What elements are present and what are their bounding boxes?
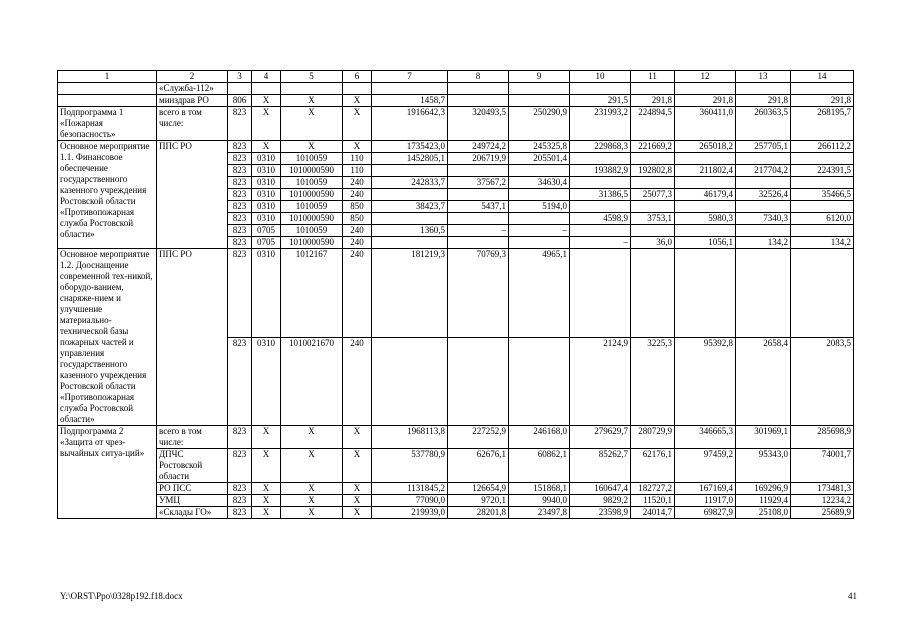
table-cell: 823 (228, 177, 252, 189)
table-cell: Подпрограмма 1 «Пожарная безопасность» (58, 107, 157, 141)
table-cell (252, 83, 281, 95)
table-cell: Х (281, 495, 343, 507)
table-cell: 1010021670 (281, 337, 343, 426)
table-cell: 823 (228, 337, 252, 426)
table-cell: 211802,4 (675, 165, 736, 177)
table-cell (448, 237, 509, 249)
table-cell: 182727,2 (631, 483, 675, 495)
table-cell: 279629,7 (570, 426, 631, 449)
table-cell (736, 153, 791, 165)
table-cell (448, 83, 509, 95)
table-cell: 32526,4 (736, 189, 791, 201)
table-cell: 23497,8 (509, 507, 570, 519)
table-cell (509, 237, 570, 249)
table-cell: 823 (228, 165, 252, 177)
table-cell (791, 225, 854, 237)
table-cell: 11929,4 (736, 495, 791, 507)
table-cell: 301969,1 (736, 426, 791, 449)
table-cell: 28201,8 (448, 507, 509, 519)
table-cell (372, 213, 448, 225)
table-cell (58, 95, 157, 107)
header-cell: 4 (252, 71, 281, 83)
table-cell: 0310 (252, 201, 281, 213)
header-cell: 13 (736, 71, 791, 83)
table-cell: 1010000590 (281, 213, 343, 225)
table-cell: 3225,3 (631, 337, 675, 426)
table-cell: – (509, 225, 570, 237)
table-cell: 38423,7 (372, 201, 448, 213)
table-cell: 266112,2 (791, 141, 854, 153)
table-cell: 0310 (252, 153, 281, 165)
table-cell: Х (252, 495, 281, 507)
table-cell: 1360,5 (372, 225, 448, 237)
table-cell: 70769,3 (448, 249, 509, 338)
table-row (58, 495, 854, 507)
table-cell: всего в том числе: (157, 107, 228, 141)
header-cell: 5 (281, 71, 343, 83)
table-cell: 181219,3 (372, 249, 448, 338)
table-cell (631, 83, 675, 95)
table-cell: Х (252, 507, 281, 519)
table-cell: 224894,5 (631, 107, 675, 141)
table-cell: Х (343, 141, 372, 153)
header-cell: 3 (228, 71, 252, 83)
table-cell: 74001,7 (791, 449, 854, 483)
table-cell: 291,5 (570, 95, 631, 107)
table-cell: 7340,3 (736, 213, 791, 225)
table-cell: 240 (343, 237, 372, 249)
table-cell: Х (281, 483, 343, 495)
table-cell: 169296,9 (736, 483, 791, 495)
table-cell: 823 (228, 449, 252, 483)
table-cell: 219939,0 (372, 507, 448, 519)
table-cell: 260363,5 (736, 107, 791, 141)
table-cell: минздрав РО (157, 95, 228, 107)
table-cell (509, 189, 570, 201)
table-cell: 1010059 (281, 225, 343, 237)
header-cell: 7 (372, 71, 448, 83)
table-cell: 173481,3 (791, 483, 854, 495)
table-cell: 224391,5 (791, 165, 854, 177)
table-cell (570, 153, 631, 165)
table-cell: «Служба-112» (157, 83, 228, 95)
table-cell (631, 153, 675, 165)
header-cell: 10 (570, 71, 631, 83)
table-cell: Х (252, 141, 281, 153)
table-cell (570, 177, 631, 189)
table-cell (736, 201, 791, 213)
table-cell: 62676,1 (448, 449, 509, 483)
table-cell: 242833,7 (372, 177, 448, 189)
table-cell (228, 83, 252, 95)
table-cell: 9829,2 (570, 495, 631, 507)
table-cell: 1056,1 (675, 237, 736, 249)
table-cell: 823 (228, 237, 252, 249)
table-cell: 25077,3 (631, 189, 675, 201)
table-cell: 97459,2 (675, 449, 736, 483)
table-cell: 11917,0 (675, 495, 736, 507)
table-cell: 0705 (252, 225, 281, 237)
table-cell: 24014,7 (631, 507, 675, 519)
table-cell: 95392,8 (675, 337, 736, 426)
table-cell: 5194,0 (509, 201, 570, 213)
table-cell: 23598,9 (570, 507, 631, 519)
table-cell: 823 (228, 249, 252, 338)
table-cell: 0310 (252, 249, 281, 338)
table-cell: 240 (343, 225, 372, 237)
table-cell: 2658,4 (736, 337, 791, 426)
table-cell: 227252,9 (448, 426, 509, 449)
table-cell: 291,8 (736, 95, 791, 107)
table-cell: 151868,1 (509, 483, 570, 495)
table-cell: 160647,4 (570, 483, 631, 495)
header-cell: 6 (343, 71, 372, 83)
table-cell: 2083,5 (791, 337, 854, 426)
table-cell (509, 337, 570, 426)
table-cell: 823 (228, 483, 252, 495)
table-cell: 37567,2 (448, 177, 509, 189)
table-cell (343, 83, 372, 95)
header-cell: 8 (448, 71, 509, 83)
table-cell (675, 177, 736, 189)
table-cell: 1010000590 (281, 237, 343, 249)
table-cell: 1010000590 (281, 189, 343, 201)
table-cell (675, 201, 736, 213)
table-cell: 0705 (252, 237, 281, 249)
table-row (58, 483, 854, 495)
table-cell: 77090,0 (372, 495, 448, 507)
table-cell: 850 (343, 213, 372, 225)
table-cell: Х (281, 141, 343, 153)
table-cell: 0310 (252, 213, 281, 225)
table-cell: 231993,2 (570, 107, 631, 141)
table-cell: 291,8 (791, 95, 854, 107)
table-cell: 280729,9 (631, 426, 675, 449)
table-cell: 240 (343, 249, 372, 338)
table-cell: Х (252, 449, 281, 483)
table-cell (631, 225, 675, 237)
table-cell: 229868,3 (570, 141, 631, 153)
table-cell: 34630,4 (509, 177, 570, 189)
table-cell (372, 83, 448, 95)
table-cell: «Склады ГО» (157, 507, 228, 519)
table-cell: 823 (228, 153, 252, 165)
table-cell: 126654,9 (448, 483, 509, 495)
table-cell: 823 (228, 201, 252, 213)
table-cell: Основное мероприятие 1.2. Дооснащение современной тех-никой, оборудо-ванием, снаряже-нием и улучшение материально-технической базы пожарных частей и управления государственного казенного учреждения Ростовской области «Противопожарная служба Ростовской области» (58, 249, 157, 426)
table-cell: Х (343, 507, 372, 519)
table-cell: 1452805,1 (372, 153, 448, 165)
header-cell: 9 (509, 71, 570, 83)
table-cell: 95343,0 (736, 449, 791, 483)
table-cell: ППС РО (157, 141, 228, 249)
table-cell: 134,2 (791, 237, 854, 249)
table-cell: 360411,0 (675, 107, 736, 141)
table-row (58, 507, 854, 519)
table-cell: 110 (343, 165, 372, 177)
table-cell: 1010059 (281, 153, 343, 165)
table-cell: 268195,7 (791, 107, 854, 141)
table-cell: 205501,4 (509, 153, 570, 165)
table-cell: Х (252, 483, 281, 495)
table-cell: 0310 (252, 337, 281, 426)
table-cell: 1010059 (281, 201, 343, 213)
table-cell (509, 213, 570, 225)
table-cell: 1458,7 (372, 95, 448, 107)
table-cell: 240 (343, 177, 372, 189)
table-row (58, 449, 854, 483)
header-cell: 2 (157, 71, 228, 83)
table-cell: 265018,2 (675, 141, 736, 153)
table-cell: Подпрограмма 2 «Защита от чрез-вычайных ситуа-ций» (58, 426, 157, 519)
table-cell: 192802,8 (631, 165, 675, 177)
header-cell: 14 (791, 71, 854, 83)
table-row (58, 141, 854, 153)
table-cell: 5437,1 (448, 201, 509, 213)
table-cell: Х (343, 449, 372, 483)
table-cell: Х (281, 95, 343, 107)
budget-table (57, 70, 854, 519)
table-cell: 1735423,0 (372, 141, 448, 153)
table-cell (509, 95, 570, 107)
table-cell: Х (343, 495, 372, 507)
table-cell (736, 249, 791, 338)
table-cell: 4965,1 (509, 249, 570, 338)
table-cell: 167169,4 (675, 483, 736, 495)
page-number: 41 (848, 591, 857, 601)
table-cell: – (570, 237, 631, 249)
table-cell: Х (343, 107, 372, 141)
table-cell: 0310 (252, 189, 281, 201)
table-cell: – (448, 225, 509, 237)
table-cell (448, 95, 509, 107)
table-cell (372, 237, 448, 249)
table-cell: Основное мероприятие 1.1. Финансовое обеспечение государственного казенного учреждения Ростовской области «Противопожарная служба Ростовской области» (58, 141, 157, 249)
table-cell: 5980,3 (675, 213, 736, 225)
table-cell: 823 (228, 495, 252, 507)
table-cell (570, 201, 631, 213)
table-cell: 1012167 (281, 249, 343, 338)
table-cell (791, 249, 854, 338)
table-cell: 35466,5 (791, 189, 854, 201)
table-cell: 250290,9 (509, 107, 570, 141)
table-cell: РО ПСС (157, 483, 228, 495)
table-cell: 0310 (252, 165, 281, 177)
table-cell: 62176,1 (631, 449, 675, 483)
table-cell (675, 225, 736, 237)
table-cell (791, 153, 854, 165)
table-cell (372, 189, 448, 201)
table-cell (58, 83, 157, 95)
table-cell (791, 201, 854, 213)
header-cell: 11 (631, 71, 675, 83)
table-cell (791, 83, 854, 95)
table-cell: 2124,9 (570, 337, 631, 426)
table-cell: 240 (343, 337, 372, 426)
table-cell: 537780,9 (372, 449, 448, 483)
table-cell (570, 83, 631, 95)
table-cell (631, 177, 675, 189)
table-cell: 46179,4 (675, 189, 736, 201)
table-cell (570, 225, 631, 237)
table-cell: 193882,9 (570, 165, 631, 177)
table-cell: УМЦ (157, 495, 228, 507)
table-cell: 36,0 (631, 237, 675, 249)
table-cell: 823 (228, 213, 252, 225)
table-cell (509, 83, 570, 95)
table-cell (675, 83, 736, 95)
table-cell: 110 (343, 153, 372, 165)
table-cell: 1010059 (281, 177, 343, 189)
table-row (58, 426, 854, 449)
header-row (58, 71, 854, 83)
table-cell: Х (281, 507, 343, 519)
table-cell: 823 (228, 107, 252, 141)
table-cell: Х (343, 95, 372, 107)
table-cell: 249724,2 (448, 141, 509, 153)
table-cell: 9940,0 (509, 495, 570, 507)
table-cell (675, 153, 736, 165)
table-body (58, 83, 854, 519)
table-cell: 3753,1 (631, 213, 675, 225)
table-cell (631, 249, 675, 338)
table-cell (570, 249, 631, 338)
table-cell: 60862,1 (509, 449, 570, 483)
table-cell: Х (281, 426, 343, 449)
table-cell: 11520,1 (631, 495, 675, 507)
table-cell: Х (252, 95, 281, 107)
table-cell: 823 (228, 225, 252, 237)
table-cell: 4598,9 (570, 213, 631, 225)
table-cell (736, 83, 791, 95)
table-cell: 823 (228, 189, 252, 201)
table-cell (509, 165, 570, 177)
table-row (58, 107, 854, 141)
table-cell: 1916642,3 (372, 107, 448, 141)
table-cell: 217704,2 (736, 165, 791, 177)
table-cell: 69827,9 (675, 507, 736, 519)
table-cell: 134,2 (736, 237, 791, 249)
table-cell: 823 (228, 141, 252, 153)
table-cell: 245325,8 (509, 141, 570, 153)
table-cell: Х (281, 107, 343, 141)
table-cell: 291,8 (675, 95, 736, 107)
table-cell: 0310 (252, 177, 281, 189)
table-cell: 320493,5 (448, 107, 509, 141)
table-cell (448, 213, 509, 225)
table-cell (448, 165, 509, 177)
table-cell (448, 189, 509, 201)
table-cell: Х (252, 426, 281, 449)
table-cell: 1010000590 (281, 165, 343, 177)
table-cell (736, 225, 791, 237)
table-cell: 1968113,8 (372, 426, 448, 449)
table-row (58, 95, 854, 107)
table-cell: 206719,9 (448, 153, 509, 165)
table-cell (372, 337, 448, 426)
table-cell: всего в том числе: (157, 426, 228, 449)
file-path: Y:\ORST\Ppo\0328p192.f18.docx (60, 591, 183, 601)
table-cell: Х (343, 426, 372, 449)
table-cell (675, 249, 736, 338)
table-row (58, 249, 854, 338)
table-cell: 806 (228, 95, 252, 107)
table-cell: 291,8 (631, 95, 675, 107)
table-cell: Х (281, 449, 343, 483)
table-cell: 1131845,2 (372, 483, 448, 495)
table-cell: 31386,5 (570, 189, 631, 201)
table-cell: 850 (343, 201, 372, 213)
table-cell: Х (252, 107, 281, 141)
table-cell: ДПЧС Ростовской области (157, 449, 228, 483)
table-cell: 25689,9 (791, 507, 854, 519)
table-cell: 6120,0 (791, 213, 854, 225)
table-cell: 12234,2 (791, 495, 854, 507)
table-cell (281, 83, 343, 95)
header-cell: 1 (58, 71, 157, 83)
table-cell: 823 (228, 507, 252, 519)
header-cell: 12 (675, 71, 736, 83)
table-cell: 285698,9 (791, 426, 854, 449)
table-cell: 85262,7 (570, 449, 631, 483)
table-cell: 246168,0 (509, 426, 570, 449)
table-cell: 257705,1 (736, 141, 791, 153)
table-cell (791, 177, 854, 189)
table-cell: 25108,0 (736, 507, 791, 519)
table-cell (631, 201, 675, 213)
table-cell: 9720,1 (448, 495, 509, 507)
table-cell: ППС РО (157, 249, 228, 426)
table-cell: 221669,2 (631, 141, 675, 153)
table-cell: Х (343, 483, 372, 495)
table-cell (448, 337, 509, 426)
table-cell: 240 (343, 189, 372, 201)
table-cell: 346665,3 (675, 426, 736, 449)
table-cell (736, 177, 791, 189)
table-cell: 823 (228, 426, 252, 449)
table-row (58, 83, 854, 95)
table-cell (372, 165, 448, 177)
